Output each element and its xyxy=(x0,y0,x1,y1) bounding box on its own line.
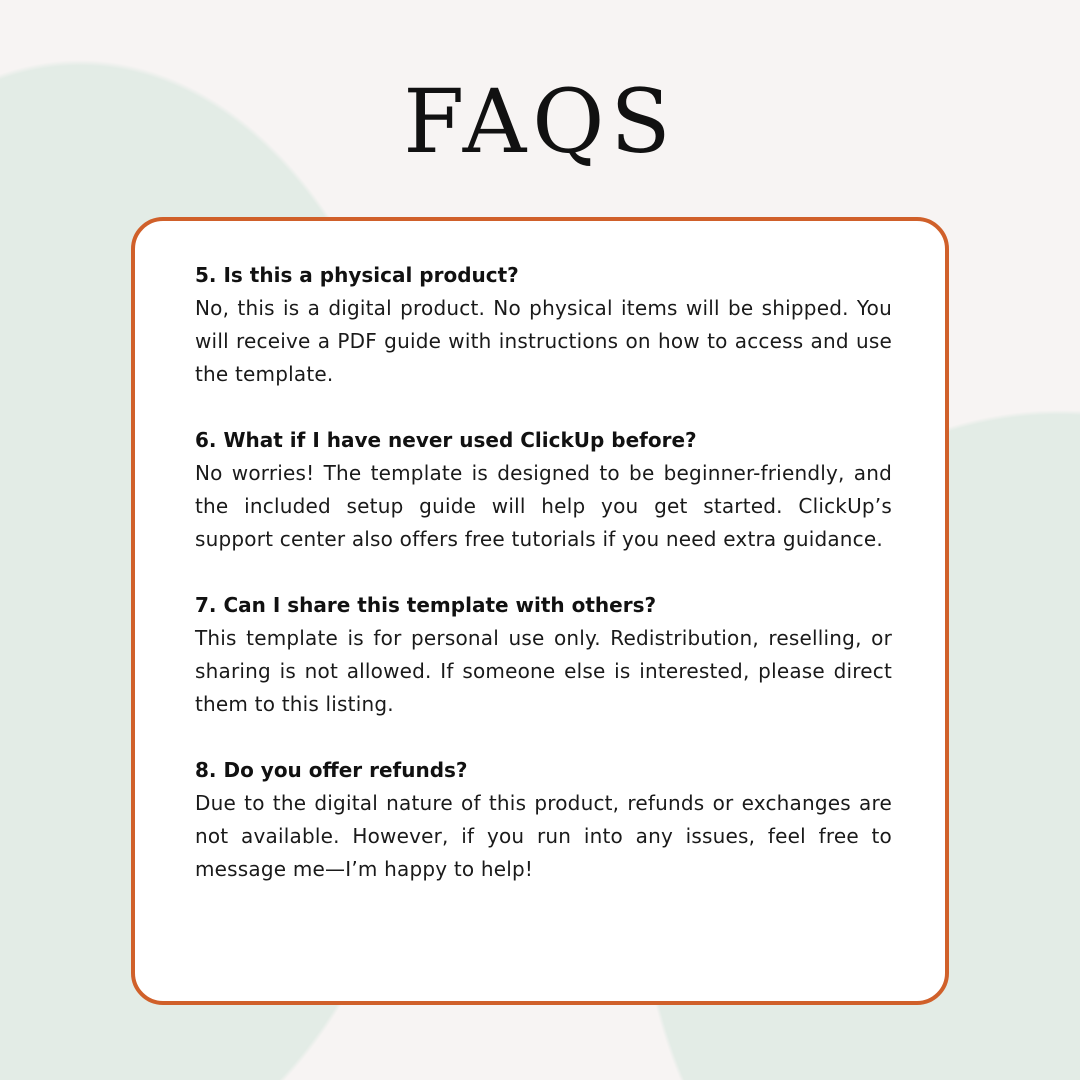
faq-answer: This template is for personal use only. Redistribution, reselling, or sharing is not allowed. If someone else is interested, please direct them to this listing. xyxy=(195,626,892,716)
faq-question: 7. Can I share this template with others? xyxy=(195,593,657,617)
faq-item xyxy=(195,589,892,721)
faq-list xyxy=(195,259,892,919)
faq-answer: No, this is a digital product. No physical items will be shipped. You will receive a PDF guide with instructions on how to access and use the template. xyxy=(195,296,892,386)
faq-question: 5. Is this a physical product? xyxy=(195,263,519,287)
faq-answer: Due to the digital nature of this product, refunds or exchanges are not available. However, if you run into any issues, feel free to message me—I’m happy to help! xyxy=(195,791,892,881)
faq-answer: No worries! The template is designed to be beginner-friendly, and the included setup guide will help you get started. ClickUp’s support center also offers free tutorials if you need extra guidance. xyxy=(195,461,892,551)
faq-item xyxy=(195,754,892,886)
faq-item xyxy=(195,424,892,556)
faq-question: 8. Do you offer refunds? xyxy=(195,758,468,782)
faq-item xyxy=(195,259,892,391)
faq-card xyxy=(131,217,949,1005)
page-title: FAQS xyxy=(403,70,677,173)
faq-question: 6. What if I have never used ClickUp before? xyxy=(195,428,697,452)
